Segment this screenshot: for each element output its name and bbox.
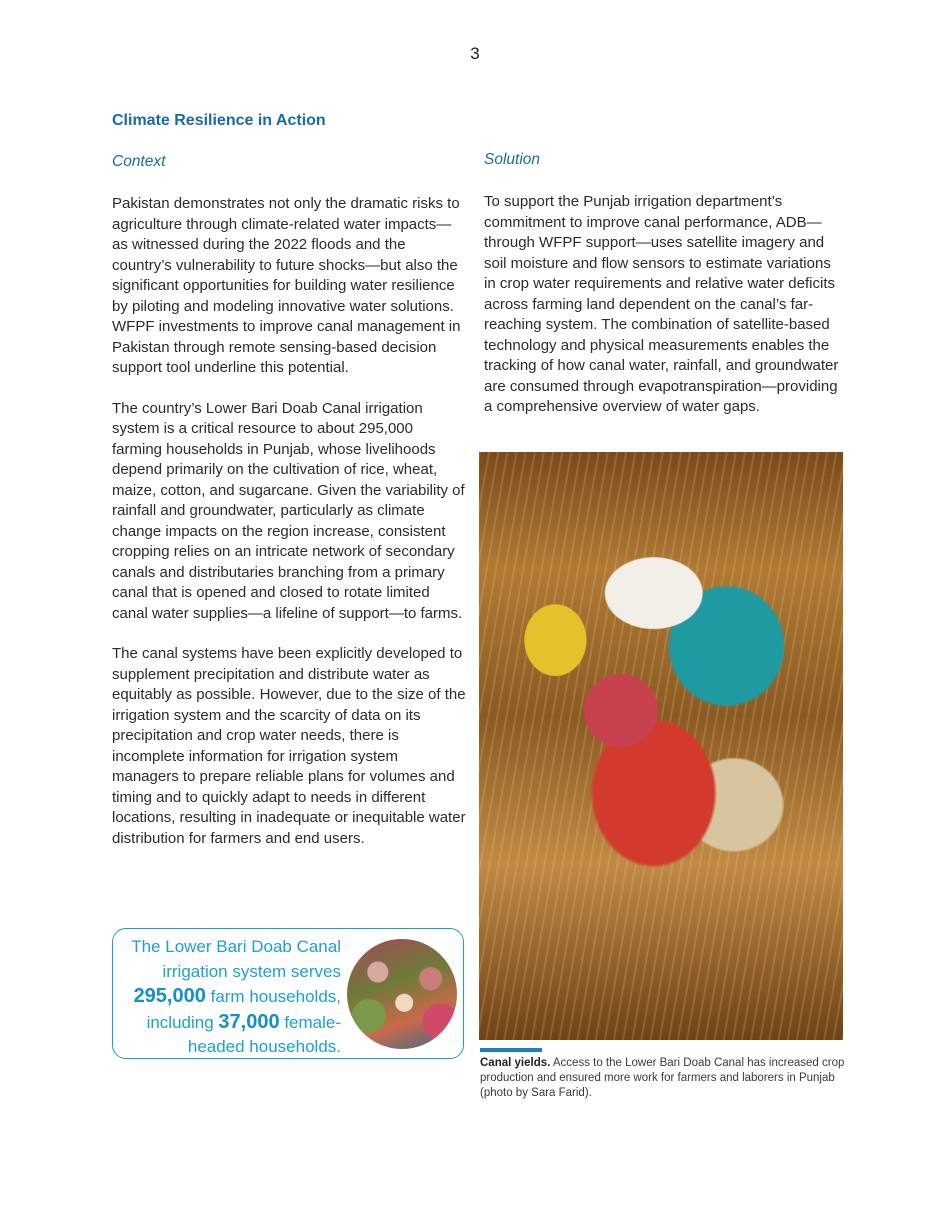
solution-heading: Solution [484, 151, 541, 168]
caption-title: Canal yields. [480, 1057, 551, 1069]
context-paragraph-2: The country’s Lower Bari Doab Canal irrigation system is a critical resource to about 295,000 farming households in Punjab, whose livelihoods depend primarily on the cultivation of rice, wheat, maize, cotton, and sugarcane. Given the variability of rainfall and groundwater, particularly as climate change impacts on the region increase, consistent cropping relies on an intricate network of secondary canals and distributaries branching from a primary canal that is opened and closed to rotate limited canal water supplies—a lifeline of support—to farms. [112, 399, 465, 622]
callout-line-2: farm households, including [146, 987, 341, 1032]
context-heading: Context [112, 153, 166, 170]
caption-text: Access to the Lower Bari Doab Canal has increased crop production and ensured more work for farmers and laborers in Punjab (photo by Sara Farid). [480, 1057, 845, 1099]
callout-number-households: 295,000 [133, 985, 206, 1007]
children-photo-circle [347, 939, 457, 1049]
photo-caption [480, 1056, 848, 1101]
statistic-callout-box [112, 928, 464, 1059]
wheat-field-workers-photo [479, 452, 843, 1040]
callout-text [111, 935, 341, 1060]
solution-paragraph: To support the Punjab irrigation department’s commitment to improve canal performance, ADB—through WFPF support—uses satellite imagery and soil moisture and flow sensors to estimate variations in crop water requirements and relative water deficits across farming land dependent on the canal’s far-reaching system. The combination of satellite-based technology and physical measurements enables the tracking of how canal water, rainfall, and groundwater are consumed through evapotranspiration—providing a comprehensive overview of water gaps. [484, 193, 839, 415]
caption-accent-bar [480, 1048, 542, 1052]
context-paragraph-1: Pakistan demonstrates not only the dramatic risks to agriculture through climate-related water impacts—as witnessed during the 2022 floods and the country’s vulnerability to future shocks—but also the significant opportunities for building water resilience by piloting and modeling innovative water solutions. WFPF investments to improve canal management in Pakistan through remote sensing-based decision support tool underline this potential. [112, 195, 461, 376]
page-number: 3 [470, 44, 480, 63]
context-column [112, 152, 467, 869]
context-paragraph-3: The canal systems have been explicitly developed to supplement precipitation and distribute water as equitably as possible. However, due to the size of the irrigation system and the scarcity of data on its precipitation and crop water needs, there is incomplete information for irrigation system managers to prepare reliable plans for volumes and timing and to quickly adapt to needs in different locations, resulting in inadequate or inequitable water distribution for farmers and end users. [112, 645, 466, 847]
solution-column [484, 150, 842, 438]
callout-line-1: The Lower Bari Doab Canal irrigation system serves [131, 937, 341, 981]
callout-number-female-headed: 37,000 [218, 1010, 280, 1033]
callout-line-3: female-headed households. [187, 1012, 341, 1056]
section-title: Climate Resilience in Action [112, 112, 326, 129]
